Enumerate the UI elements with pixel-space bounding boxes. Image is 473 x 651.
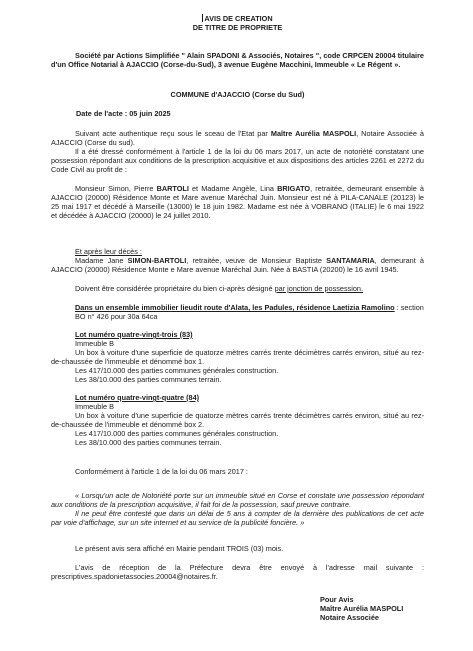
lot-description: Un box à voiture d'une superficie de quatorze mètres carrés trente décimètres carrés environ, situé au rez-de-chaussée de l'immeuble et dénommé box 1. [51, 348, 424, 367]
ensemble-section: : section BO n° 426 pour 30a 64ca [75, 303, 424, 322]
title-line-1 [51, 14, 424, 23]
affichage-line: Le présent avis sera affiché en Mairie pendant TROIS (03) mois. [75, 544, 284, 553]
conforme-line: Conformément à l'article 1 de la loi du 06 mars 2017 : [75, 467, 248, 476]
owners-text-a: Monsieur Simon, Pierre [75, 184, 157, 193]
lot-share-construction: Les 417/10.000 des parties communes générales construction. [75, 366, 279, 376]
paragraph-acte [51, 129, 424, 147]
lot-84 [51, 393, 424, 448]
owner-name-bartoli: BARTOLI [156, 184, 189, 193]
owner-name-brigato: BRIGATO [277, 184, 311, 193]
lot-title: Lot numéro quatre-vingt-quatre (84) [75, 393, 200, 402]
heir-name: SIMON-BARTOLI [127, 256, 187, 265]
notary-name: Maître Aurélia MASPOLI [270, 129, 357, 138]
commune-heading: COMMUNE d'AJACCIO (Corse du Sud) [170, 90, 305, 99]
lot-83 [51, 330, 424, 385]
lot-immeuble: Immeuble B [75, 402, 114, 412]
deces-line: Et après leur décès : [75, 247, 142, 256]
lot-share-terrain: Les 38/10.000 des parties communes terrain. [75, 375, 222, 385]
title-line-1-text: AVIS DE CREATION [204, 14, 273, 23]
lot-immeuble: Immeuble B [75, 339, 114, 349]
signature-block [320, 595, 430, 622]
quote-contestation: Il ne peut être contesté que dans un délai de 5 ans à compter de la dernière des publications de cet acte par voie d'affichage, sur un site internet et au service de la publicité foncière. » [51, 509, 424, 528]
signature-pour-avis: Pour Avis [320, 595, 354, 604]
heir-text-c: , retraitée, veuve de Monsieur Baptiste [186, 256, 327, 265]
paragraph-notoriete: Il a été dressé conformément à l'article 1 de la loi du 06 mars 2017, un acte de notoriété constatant une possession répondant aux conditions de la prescription acquisitive et aux dispositions des articles 2261 et 2272 du Code Civil au profit de : [51, 147, 424, 175]
lot-title: Lot numéro quatre-vingt-trois (83) [75, 330, 193, 339]
heir-text-a: Madame Jane [75, 256, 128, 265]
paragraph-heir [51, 256, 424, 274]
intro-paragraph: Société par Actions Simplifiée " Alain SPADONI & Associés, Notaires ", code CRPCEN 20004 titulaire d'un Office Notarial à AJACCIO (Corse-du-Sud), 3 avenue Eugène Macchini, Immeuble « Le Régent ». [51, 51, 424, 70]
paragraph-propriete [51, 284, 424, 293]
ensemble-title: Dans un ensemble immobilier lieudit route d'Alata, les Padules, résidence Laetizia Ramolino [75, 303, 395, 312]
signature-notary: Maître Aurélia MASPOLI [320, 604, 404, 614]
acte-text-a: Suivant acte authentique reçu sous le sceau de l'Etat par [75, 129, 271, 138]
propriete-text-a: Doivent être considérée propriétaire du bien ci-après désigné [75, 284, 275, 293]
lot-description: Un box à voiture d'une superficie de quatorze mètres carrés trente décimètres carrés environ, situé au rez-de-chaussée de l'immeuble et dénommé box 2. [51, 411, 424, 430]
lot-share-construction: Les 417/10.000 des parties communes générales construction. [75, 429, 279, 439]
acte-text-b: , Notaire Associée à AJACCIO (Corse du sud). [51, 129, 424, 148]
title-line-2: DE TITRE DE PROPRIETE [192, 23, 283, 33]
ensemble-designation [51, 303, 424, 321]
paragraph-owners [51, 184, 424, 220]
jonction-possession: par jonction de possession. [274, 284, 364, 293]
date-acte: Date de l'acte : 05 juin 2025 [76, 109, 171, 118]
owners-text-c: et Madame Angèle, Lina [188, 184, 278, 193]
lot-share-terrain: Les 38/10.000 des parties communes terrain. [75, 438, 222, 448]
spouse-name: SANTAMARIA [326, 256, 375, 265]
signature-role: Notaire Associée [320, 613, 379, 623]
reception-paragraph: L'avis de réception de la Préfecture devra être envoyé à l'adresse mail suivante : prescriptives.spadonietassocies.20004@notaires.fr. [51, 563, 424, 582]
document-title [51, 14, 424, 32]
quote-possession: « Lorsqu'un acte de Notoriété porte sur un immeuble situé en Corse et constate une possession répondant aux conditions de la prescription acquisitive, il fait foi de la possession, sauf preuve contraire. [51, 491, 424, 510]
heir-text-e: , demeurant à AJACCIO (20000) Résidence Monte e Mare avenue Maréchal Juin. Née à BASTIA (20200) le 16 avril 1945. [51, 256, 424, 275]
owners-text-e: , retraitée, demeurant ensemble à AJACCIO (20000) Résidence Monte et Mare avenue Maréchal Juin. Monsieur est né à PILA-CANALE (20123) le 25 mai 1917 et décédé à Marseille (13000) le 18 juin 1982. Madame est née à VOBRANO (ITALIE) le 6 mai 1922 et décédée à AJACCIO (20000) le 24 juillet 2010. [51, 184, 424, 221]
